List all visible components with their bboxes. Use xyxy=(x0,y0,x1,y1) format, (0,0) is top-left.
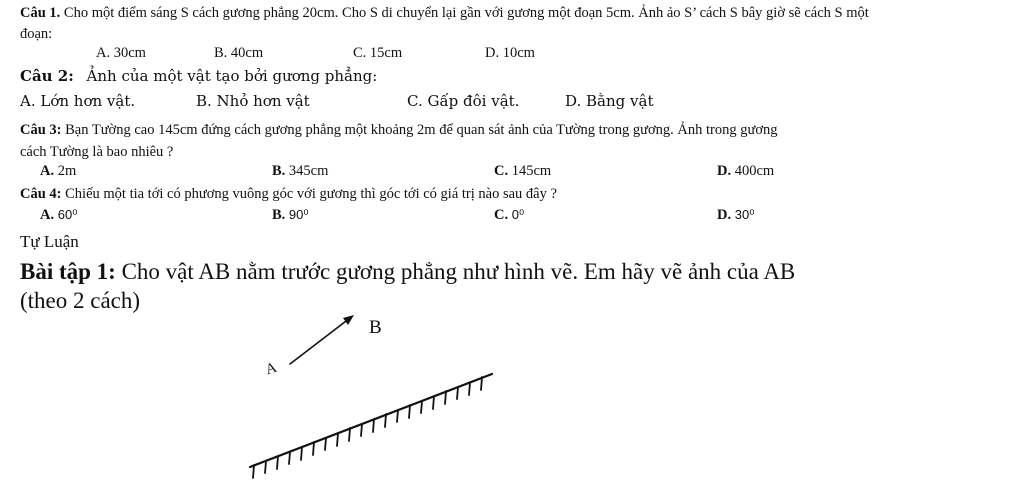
option-letter: C. xyxy=(353,45,367,61)
option-letter: C. xyxy=(494,207,509,223)
option-value: 15cm xyxy=(369,45,403,61)
question-2-option-a: A. Lớn hơn vật. xyxy=(20,92,136,110)
question-2-option-b: B. Nhỏ hơn vật xyxy=(196,92,310,110)
question-3-label: Câu 3: xyxy=(20,122,62,138)
option-letter: C. xyxy=(494,163,509,179)
question-2-option-d: D. Bằng vật xyxy=(565,92,654,110)
object-arrowhead xyxy=(343,315,354,325)
option-value: 0⁰ xyxy=(511,207,525,222)
object-ab-line xyxy=(290,318,350,364)
option-value: 145cm xyxy=(511,163,552,179)
exercise-1-text-continued: (theo 2 cách) xyxy=(20,288,141,313)
option-value: 90⁰ xyxy=(288,207,309,222)
question-3-text: Bạn Tường cao 145cm đứng cách gương phẳng một khoảng 2m để quan sát ảnh của Tường trong gương. Ảnh trong gương xyxy=(65,122,778,138)
label-point-a: A xyxy=(263,359,279,379)
option-value: 40cm xyxy=(230,45,264,61)
option-letter: D. xyxy=(717,163,732,179)
option-letter: B. xyxy=(214,45,228,61)
question-3-text-continued: cách Tường là bao nhiêu ? xyxy=(20,144,174,160)
question-2-label: Câu 2: xyxy=(20,67,74,85)
option-letter: B. xyxy=(272,163,286,179)
option-letter: A. xyxy=(40,207,55,223)
option-value: 10cm xyxy=(502,45,535,61)
question-4-text: Chiếu một tia tới có phương vuông góc với gương thì góc tới có giá trị nào sau đây ? xyxy=(65,186,557,202)
option-value: 30⁰ xyxy=(734,207,755,222)
option-value: 2m xyxy=(57,163,77,179)
question-1-label: Câu 1. xyxy=(20,5,61,21)
option-value: 400cm xyxy=(734,163,775,179)
question-2-text: Ảnh của một vật tạo bởi gương phẳng: xyxy=(86,67,378,85)
exercise-1-text: Cho vật AB nằm trước gương phẳng như hình vẽ. Em hãy vẽ ảnh của AB xyxy=(121,259,796,284)
question-1-text: Cho một điểm sáng S cách gương phẳng 20cm. Cho S di chuyển lại gần với gương một đoạn 5cm. Ảnh ảo S’ cách S bây giờ sẽ cách S một xyxy=(63,5,869,21)
option-letter: B. xyxy=(272,207,286,223)
option-letter: A. xyxy=(96,45,111,61)
question-1-text-continued: đoạn: xyxy=(20,26,53,42)
option-value: 60⁰ xyxy=(57,207,78,222)
exercise-1-label: Bài tập 1: xyxy=(20,259,116,284)
option-letter: D. xyxy=(717,207,732,223)
option-letter: A. xyxy=(40,163,55,179)
label-point-b: B xyxy=(369,317,382,338)
mirror-line xyxy=(250,374,492,467)
section-title: Tự Luận xyxy=(20,232,79,251)
question-4-label: Câu 4: xyxy=(20,186,62,202)
option-letter: D. xyxy=(485,45,500,61)
option-value: 345cm xyxy=(288,163,329,179)
question-2-option-c: C. Gấp đôi vật. xyxy=(407,92,520,110)
option-value: 30cm xyxy=(113,45,146,61)
